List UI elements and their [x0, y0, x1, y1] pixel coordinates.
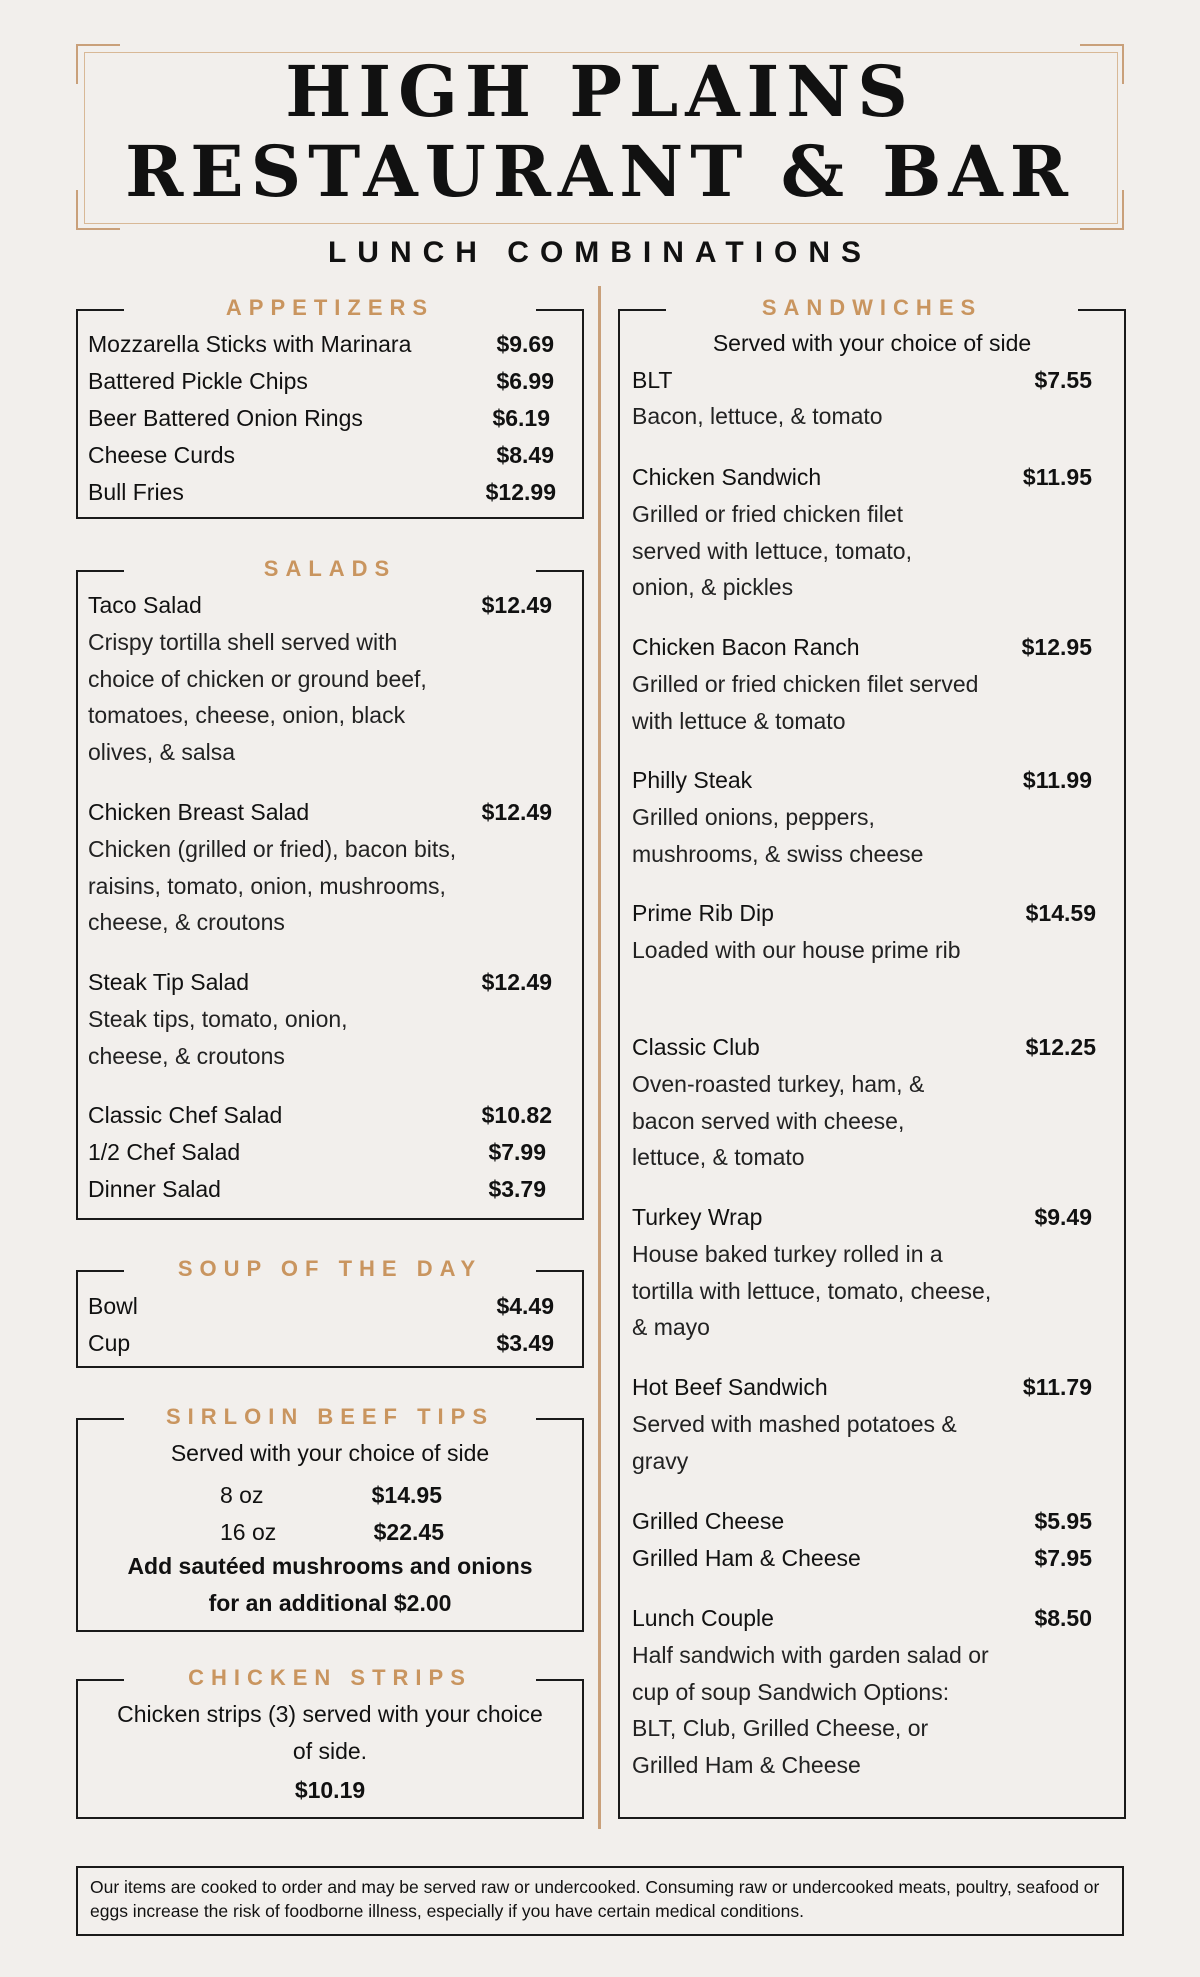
sirloin-addon-line2: for an additional $2.00	[208, 1590, 452, 1616]
chicken-strips-desc-line1: Chicken strips (3) served with your choice	[117, 1701, 543, 1727]
menu-subtitle: LUNCH COMBINATIONS	[327, 236, 873, 269]
column-divider	[598, 286, 601, 1829]
chicken-strips-desc-line2: of side.	[292, 1738, 368, 1764]
food-safety-disclaimer: Our items are cooked to order and may be served raw or undercooked. Consuming raw or undercooked meats, poultry, seafood or eggs increase the risk of foodborne illness, especially if you have certain medical conditions.	[76, 1866, 1124, 1936]
chicken-strips-price: $10.19	[294, 1777, 366, 1803]
chicken-strips-heading: CHICKEN STRIPS	[188, 1665, 472, 1690]
salads-heading: SALADS	[263, 556, 397, 581]
restaurant-name-line2: RESTAURANT & BAR	[125, 130, 1075, 213]
restaurant-name-line1: HIGH PLAINS	[285, 50, 915, 133]
appetizers-heading: APPETIZERS	[225, 295, 435, 320]
soup-heading: SOUP OF THE DAY	[177, 1256, 483, 1281]
sirloin-heading: SIRLOIN BEEF TIPS	[165, 1404, 495, 1429]
sirloin-addon-line1: Add sautéed mushrooms and onions	[127, 1553, 533, 1579]
sandwiches-heading: SANDWICHES	[761, 295, 983, 320]
sandwiches-note: Served with your choice of side	[712, 330, 1032, 356]
sirloin-note: Served with your choice of side	[170, 1440, 490, 1466]
